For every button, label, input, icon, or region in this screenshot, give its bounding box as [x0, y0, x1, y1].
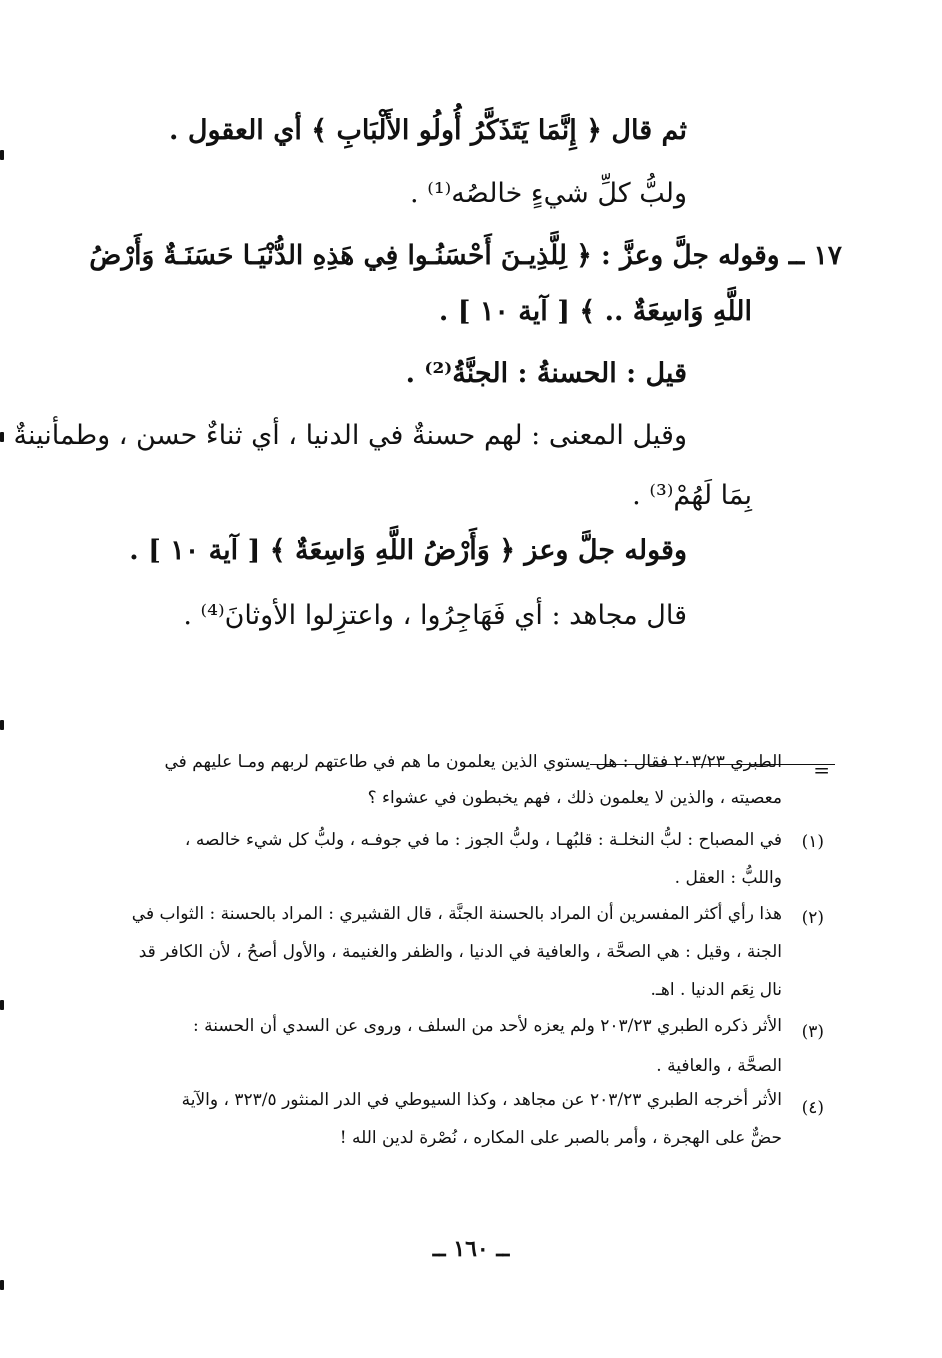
- scan-edge-mark: [0, 720, 4, 730]
- main-line-1: ثم قال ﴿ إِنَّمَا يَتَذَكَّرُ أُولُو الأَلْبَابِ ﴾ أي العقول .: [169, 115, 687, 146]
- footnote-3-line-1: الأثر ذكره الطبري ٢٠٣/٢٣ ولم يعزه لأحد من السلف ، وروى عن السدي أن الحسنة :: [192, 1016, 782, 1036]
- footnote-continuation-line-2: معصيته ، والذين لا يعلمون ذلك ، فهم يخبطون في عشواء ؟: [367, 788, 782, 808]
- footnote-4-line-1: الأثر أخرجه الطبري ٢٠٣/٢٣ عن مجاهد ، وكذا السيوطي في الدر المنثور ٣٢٣/٥ ، والآية: [181, 1090, 782, 1110]
- footnote-4-marker: (٤): [801, 1098, 824, 1118]
- main-line-4: اللَّهِ وَاسِعَةٌ .. ﴾ [ آية ١٠ ] .: [438, 296, 752, 327]
- main-line-7: بِمَا لَهُمْ⁽³⁾ .: [632, 480, 752, 511]
- footnote-continuation-line-1: الطبري ٢٠٣/٢٣ فقال : هل يستوي الذين يعلمون ما هم في طاعتهم لربهم ومـا عليهم في: [164, 752, 782, 772]
- main-line-3-hadith-17: ١٧ ــ وقوله جلَّ وعزَّ : ﴿ لِلَّذِيـنَ أَحْسَنُـوا فِي هَذِهِ الدُّنْيَـا حَسَنَـةٌ وَأَرْضُ: [89, 240, 842, 271]
- footnote-2-line-1: هذا رأي أكثر المفسرين أن المراد بالحسنة الجنَّة ، قال القشيري : المراد بالحسنة : الثواب في: [131, 904, 782, 924]
- footnote-1-line-1: في المصباح : لبُّ النخلـة : قلبُهـا ، ولبُّ الجوز : ما في جوفـه ، ولبُّ كل شيء خالصه ،: [184, 830, 782, 850]
- footnote-2-line-3: نال نِعَم الدنيا . اهـ.: [650, 980, 782, 1000]
- footnote-1-line-2: واللبُّ : العقل .: [674, 868, 782, 888]
- main-line-5: قيل : الحسنةُ : الجنَّةُ⁽²⁾ .: [405, 358, 687, 389]
- main-line-6: وقيل المعنى : لهم حسنةٌ في الدنيا ، أي ثناءٌ حسن ، وطمأنينةٌ: [13, 420, 687, 451]
- main-line-9: قال مجاهد : أي فَهَاجِرُوا ، واعتزِلوا الأوثانَ⁽⁴⁾ .: [183, 600, 687, 631]
- footnote-continuation-marker: =: [813, 758, 830, 782]
- footnote-2-line-2: الجنة ، وقيل : هي الصحَّة ، والعافية في الدنيا ، والظفر والغنيمة ، والأول أصحُ ، لأن الكافر قد: [138, 942, 782, 962]
- scan-edge-mark: [0, 150, 4, 160]
- footnote-4-line-2: حضٌّ على الهجرة ، وأمر بالصبر على المكاره ، نُصْرة لدين الله !: [339, 1128, 782, 1148]
- page-number: ــ ١٦٠ ــ: [432, 1236, 510, 1262]
- scan-edge-mark: [0, 1000, 4, 1010]
- main-line-2: ولبُّ كلِّ شيءٍ خالصُه⁽¹⁾ .: [410, 178, 687, 209]
- footnote-3-line-2: الصحَّة ، والعافية .: [656, 1056, 782, 1076]
- footnote-1-marker: (١): [801, 832, 824, 852]
- main-line-8: وقوله جلَّ وعز ﴿ وَأَرْضُ اللَّهِ وَاسِعَةٌ ﴾ [ آية ١٠ ] .: [129, 535, 687, 566]
- footnote-2-marker: (٢): [801, 908, 824, 928]
- footnote-3-marker: (٣): [801, 1022, 824, 1042]
- scan-edge-mark: [0, 432, 4, 442]
- scan-edge-mark: [0, 1280, 4, 1290]
